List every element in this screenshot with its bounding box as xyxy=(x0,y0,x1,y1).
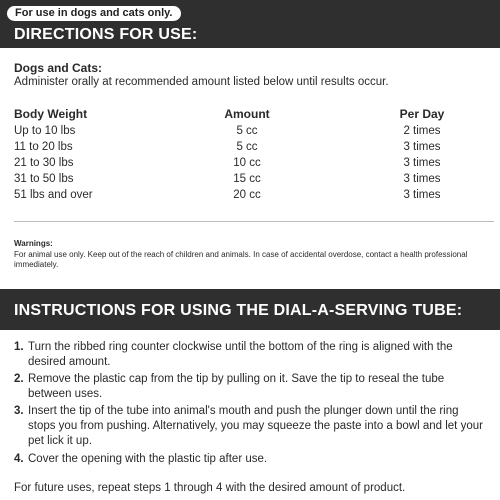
table-row xyxy=(14,141,484,157)
step-text: Insert the tip of the tube into animal's mouth and push the plunger down until the ring stops you from pushing. Alternatively, you may squeeze the paste into a bowl and let your pet lick it up. xyxy=(28,405,483,447)
cell-amount: 20 cc xyxy=(233,189,261,201)
directions-title: DIRECTIONS FOR USE: xyxy=(14,26,198,43)
step-number: 2. xyxy=(14,373,24,385)
cell-amount: 5 cc xyxy=(236,125,258,137)
cell-body-weight: 51 lbs and over xyxy=(14,189,93,201)
cell-per-day: 3 times xyxy=(403,173,441,185)
instruction-step xyxy=(14,372,484,402)
footer-note: For future uses, repeat steps 1 through 4 with the desired amount of product. xyxy=(14,482,406,494)
cell-body-weight: 21 to 30 lbs xyxy=(14,157,74,169)
administration-text: Administer orally at recommended amount listed below until results occur. xyxy=(14,76,389,88)
header-amount: Amount xyxy=(224,107,270,121)
cell-amount: 10 cc xyxy=(233,157,261,169)
table-header-row xyxy=(14,107,484,125)
cell-per-day: 2 times xyxy=(403,125,441,137)
cell-body-weight: 11 to 20 lbs xyxy=(14,141,73,153)
step-number: 4. xyxy=(14,453,24,465)
cell-per-day: 3 times xyxy=(403,189,441,201)
header-per-day: Per Day xyxy=(399,107,445,121)
step-text: Turn the ribbed ring counter clockwise until the bottom of the ring is aligned with the desired amount. xyxy=(28,341,453,368)
step-number: 3. xyxy=(14,405,24,417)
warnings-text: For animal use only. Keep out of the reach of children and animals. In case of accidental overdose, contact a health professional immediately. xyxy=(14,250,468,269)
cell-per-day: 3 times xyxy=(403,157,441,169)
species-note-badge: For use in dogs and cats only. xyxy=(7,6,181,21)
step-text: Cover the opening with the plastic tip after use. xyxy=(28,453,268,465)
instruction-step xyxy=(14,404,484,449)
instruction-step xyxy=(14,340,484,370)
instructions-title: INSTRUCTIONS FOR USING THE DIAL-A-SERVING TUBE: xyxy=(14,302,463,319)
cell-body-weight: 31 to 50 lbs xyxy=(14,173,74,185)
directions-banner xyxy=(0,0,500,48)
step-text: Remove the plastic cap from the tip by pulling on it. Save the tip to reseal the tube between uses. xyxy=(28,373,445,400)
instruction-step xyxy=(14,452,484,467)
step-number: 1. xyxy=(14,341,24,353)
table-row xyxy=(14,125,484,141)
species-subhead: Dogs and Cats: xyxy=(14,61,103,75)
section-divider xyxy=(14,221,494,222)
header-body-weight: Body Weight xyxy=(14,107,88,121)
table-row xyxy=(14,157,484,173)
cell-body-weight: Up to 10 lbs xyxy=(14,125,76,137)
cell-per-day: 3 times xyxy=(403,141,441,153)
table-row xyxy=(14,173,484,189)
dosage-table xyxy=(14,107,484,205)
warnings-heading: Warnings: xyxy=(14,239,53,248)
cell-amount: 5 cc xyxy=(236,141,258,153)
cell-amount: 15 cc xyxy=(233,173,261,185)
table-row xyxy=(14,189,484,205)
